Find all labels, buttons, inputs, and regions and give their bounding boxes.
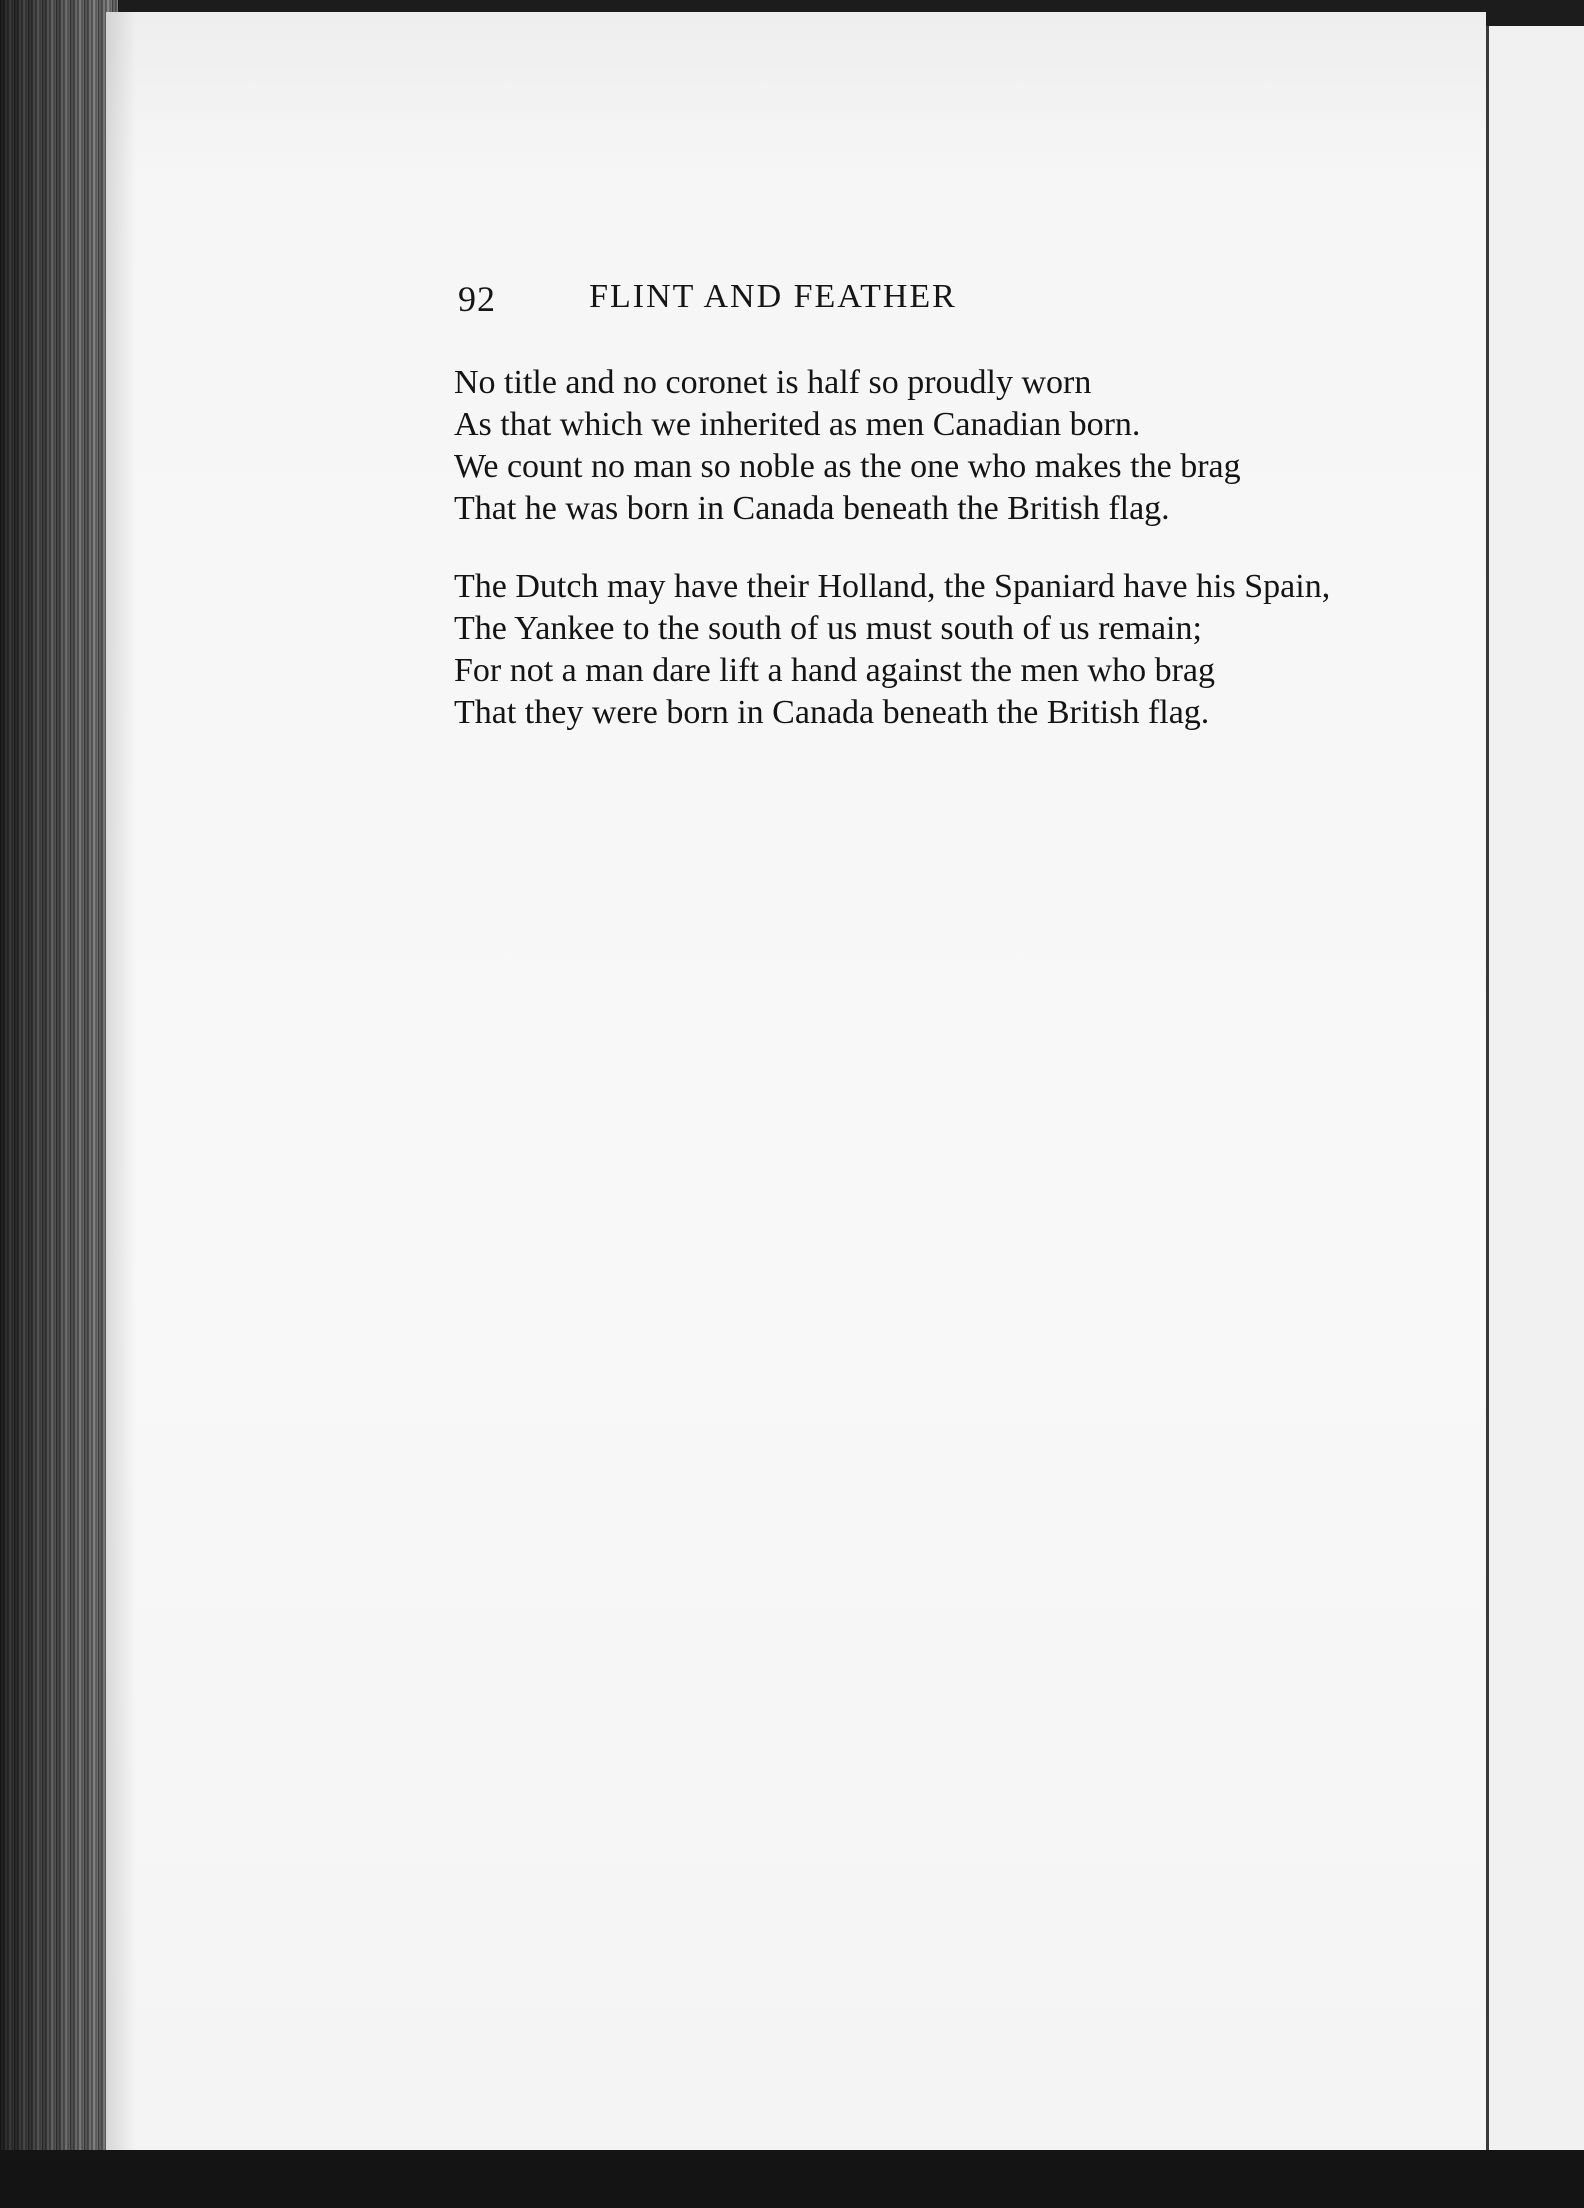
stanza — [454, 362, 1274, 529]
poem-line: The Dutch may have their Holland, the Spaniard have his Spain, — [454, 568, 1331, 605]
poem-line: The Yankee to the south of us must south of us remain; — [454, 610, 1202, 647]
page-gutter-shadow — [106, 12, 136, 2150]
poem-line: We count no man so noble as the one who makes the brag — [454, 448, 1241, 485]
poem-text — [454, 362, 1331, 770]
poem-line: That they were born in Canada beneath the British flag. — [454, 694, 1210, 731]
book-title: FLINT AND FEATHER — [589, 278, 957, 315]
book-edge-shadow — [0, 0, 118, 2208]
poem-line: No title and no coronet is half so proudly worn — [454, 364, 1092, 401]
scan-bottom-border — [0, 2150, 1584, 2208]
poem-line: For not a man dare lift a hand against the men who brag — [454, 652, 1215, 689]
running-head — [458, 270, 1090, 334]
page-number: 92 — [458, 279, 496, 319]
stanza — [454, 566, 1331, 733]
poem-line: As that which we inherited as men Canadian born. — [454, 406, 1141, 443]
adjacent-page-edge — [1486, 26, 1584, 2166]
poem-line: That he was born in Canada beneath the British flag. — [454, 490, 1170, 527]
